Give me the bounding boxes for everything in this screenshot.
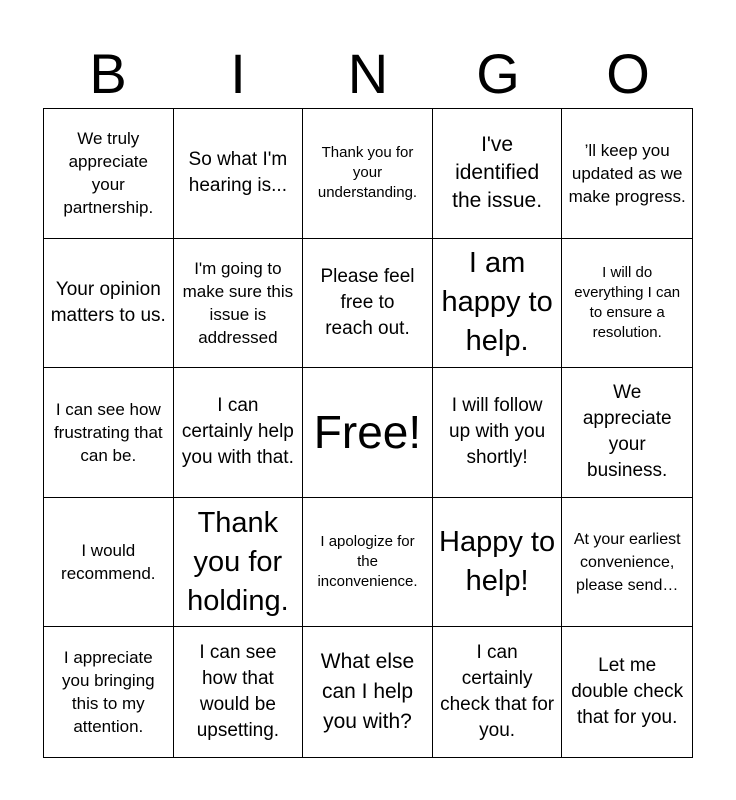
cell-text: What else can I help you with? [320,650,415,734]
cell-text: Your opinion matters to us. [50,278,166,326]
bingo-cell[interactable] [562,109,692,239]
cell-text: ’ll keep you updated as we make progress. [568,140,686,206]
cell-text: I would recommend. [61,541,156,584]
bingo-cell[interactable] [44,627,174,757]
cell-text: Happy to help! [439,526,556,598]
cell-text: I will follow up with you shortly! [449,395,546,469]
header-letter-n: N [347,42,389,105]
bingo-board [43,108,693,758]
cell-text: I can see how frustrating that can be. [53,399,163,465]
bingo-cell[interactable] [303,239,433,369]
cell-text: I am happy to help. [441,247,553,358]
bingo-header [43,40,693,108]
cell-text: I can see how that would be upsetting. [196,642,280,742]
cell-text: Thank you for your understanding. [317,144,418,202]
bingo-cell[interactable] [562,239,692,369]
bingo-cell[interactable] [562,627,692,757]
cell-text: I apologize for the inconvenience. [317,533,418,591]
bingo-cell[interactable] [433,109,563,239]
bingo-cell[interactable] [174,239,304,369]
cell-text: Thank you for holding. [187,506,289,617]
bingo-cell[interactable] [303,627,433,757]
bingo-cell[interactable] [433,239,563,369]
bingo-cell[interactable] [44,109,174,239]
bingo-cell[interactable] [562,498,692,628]
cell-text: I can certainly check that for you. [440,642,555,742]
cell-text: Let me double check that for you. [571,655,684,729]
header-letter-i: I [230,42,246,105]
cell-text: I've identified the issue. [452,133,543,213]
free-text: Free! [313,406,422,459]
bingo-cell[interactable] [433,368,563,498]
free-space[interactable] [303,368,433,498]
bingo-cell[interactable] [44,498,174,628]
bingo-cell[interactable] [174,498,304,628]
cell-text: I can certainly help you with that. [181,395,294,469]
cell-text: At your earliest convenience, please send… [573,530,681,594]
header-letter-b: B [89,42,127,105]
bingo-cell[interactable] [44,239,174,369]
bingo-cell[interactable] [174,627,304,757]
bingo-cell[interactable] [174,368,304,498]
header-letter-o: O [606,42,650,105]
cell-text: We appreciate your business. [582,382,672,482]
bingo-cell[interactable] [44,368,174,498]
cell-text: Please feel free to reach out. [320,265,415,339]
cell-text: I appreciate you bringing this to my attention. [61,648,155,737]
header-letter-g: G [476,42,520,105]
bingo-cell[interactable] [303,109,433,239]
cell-text: I'm going to make sure this issue is addressed [182,258,294,347]
bingo-cell[interactable] [174,109,304,239]
cell-text: So what I'm hearing is... [188,149,288,197]
bingo-cell[interactable] [562,368,692,498]
bingo-cell[interactable] [303,498,433,628]
bingo-cell[interactable] [433,498,563,628]
cell-text: We truly appreciate your partnership. [63,129,154,218]
bingo-cell[interactable] [433,627,563,757]
cell-text: I will do everything I can to ensure a resolution. [574,263,681,341]
